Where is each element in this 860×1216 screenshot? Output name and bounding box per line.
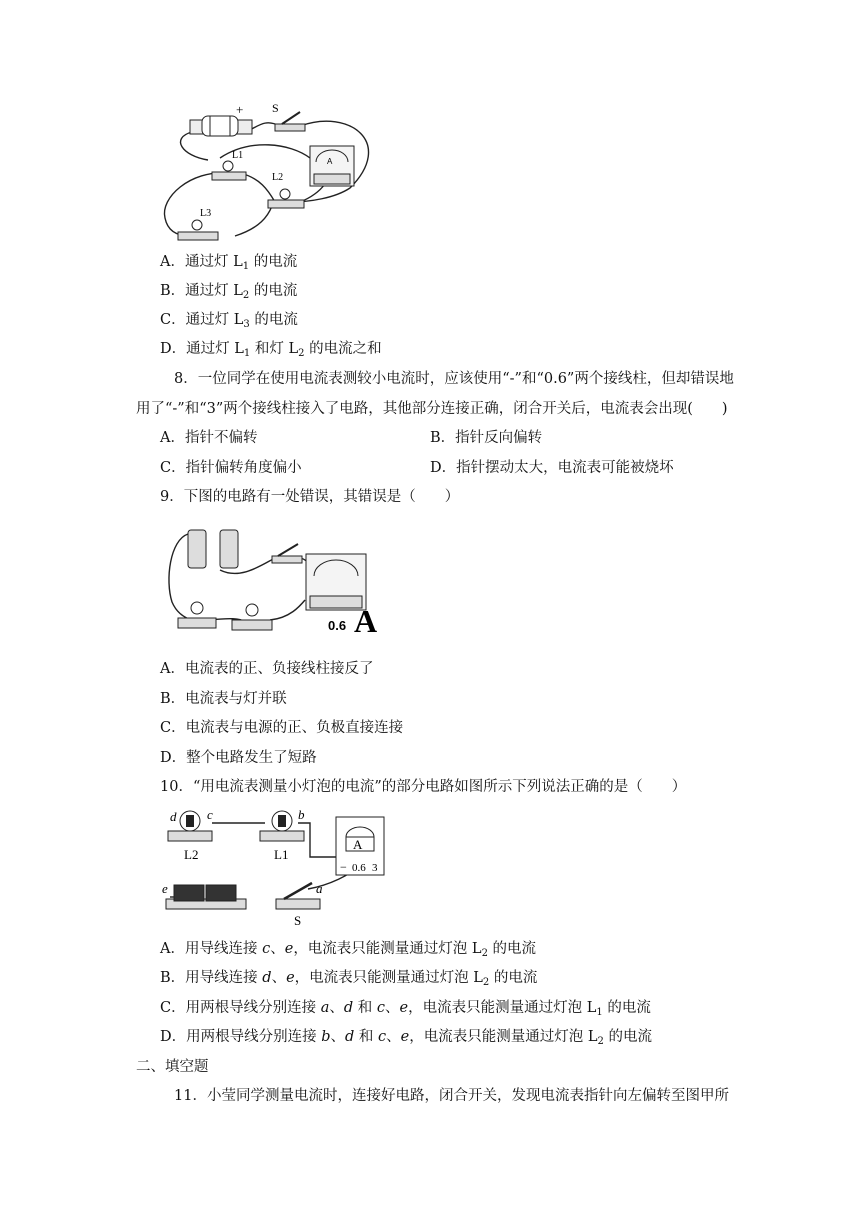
q7-option-b[interactable]: B．通过灯 $L_2$ 的电流: [160, 283, 298, 301]
q10-option-a[interactable]: A．用导线连接 c、e，电流表只能测量通过灯泡 $L_2$ 的电流: [160, 941, 537, 959]
q8-option-c[interactable]: C．指针偏转角度偏小: [160, 460, 302, 476]
battery-plus-label: +: [236, 102, 244, 117]
q10-option-d[interactable]: D．用两根导线分别连接 b、d 和 c、e，电流表只能测量通过灯泡 $L_2$ 的电流: [160, 1029, 652, 1047]
ammeter-label: A: [327, 157, 333, 166]
terminal-label-d: d: [170, 809, 177, 824]
terminal-label-b: b: [298, 807, 305, 822]
q11-stem-line1: 11．小莹同学测量电流时，连接好电路，闭合开关，发现电流表指针向左偏转至图甲所: [174, 1088, 729, 1104]
lamp-label-l3: L3: [200, 208, 212, 219]
q8-option-d[interactable]: D．指针摆动太大，电流表可能被烧坏: [430, 460, 674, 476]
q9-option-b[interactable]: B．电流表与灯并联: [160, 691, 287, 707]
terminal-label-e: e: [162, 881, 168, 896]
q9-stem: 9．下图的电路有一处错误，其错误是（ ）: [160, 489, 460, 505]
q10-option-b[interactable]: B．用导线连接 d、e，电流表只能测量通过灯泡 $L_2$ 的电流: [160, 970, 538, 988]
lamp-label-l2: L2: [272, 172, 284, 183]
q9-option-a[interactable]: A．电流表的正、负接线柱接反了: [160, 661, 374, 677]
q7-option-a[interactable]: A．通过灯 $L_1$ 的电流: [160, 254, 298, 272]
terminal-06: 0.6: [352, 862, 366, 874]
q10-stem: 10．“用电流表测量小灯泡的电流”的部分电路如图所示下列说法正确的是（ ）: [160, 779, 687, 795]
lamp-label-l1: L1: [232, 150, 244, 161]
terminal-label-a: a: [316, 881, 323, 896]
q8-stem-line1: 8．一位同学在使用电流表测较小电流时，应该使用“-”和“0.6”两个接线柱，但却错误地: [174, 371, 734, 387]
terminal-label-c: c: [207, 807, 213, 822]
ammeter-label: A: [353, 837, 363, 852]
terminal-label-q9: 0.6: [328, 618, 347, 633]
q7-option-c[interactable]: C．通过灯 $L_3$ 的电流: [160, 312, 298, 330]
q8-stem-line2: 用了“-”和“3”两个接线柱接入了电路，其他部分连接正确，闭合开关后，电流表会出现( ): [136, 401, 728, 417]
ammeter-big-label: A: [354, 603, 378, 639]
lamp-label-l1: L1: [274, 847, 289, 862]
switch-label-s: S: [294, 913, 302, 928]
q7-option-d[interactable]: D．通过灯 $L_1$ 和灯 $L_2$ 的电流之和: [160, 341, 382, 359]
q9-option-d[interactable]: D．整个电路发生了短路: [160, 750, 317, 766]
terminal-3: 3: [372, 862, 378, 874]
q8-option-b[interactable]: B．指针反向偏转: [430, 430, 543, 446]
lamp-label-l2: L2: [184, 847, 199, 862]
section-title: 二、填空题: [136, 1059, 209, 1075]
q9-option-c[interactable]: C．电流表与电源的正、负极直接连接: [160, 720, 404, 736]
q10-option-c[interactable]: C．用两根导线分别连接 a、d 和 c、e，电流表只能测量通过灯泡 $L_1$ 的电流: [160, 1000, 651, 1018]
circuit-figure-q9: [160, 520, 390, 640]
circuit-figure-q10: [160, 805, 390, 930]
q8-option-a[interactable]: A．指针不偏转: [160, 430, 258, 446]
terminal-minus: −: [340, 860, 347, 874]
switch-label-s: S: [272, 101, 279, 115]
circuit-figure-q7: [150, 98, 380, 248]
